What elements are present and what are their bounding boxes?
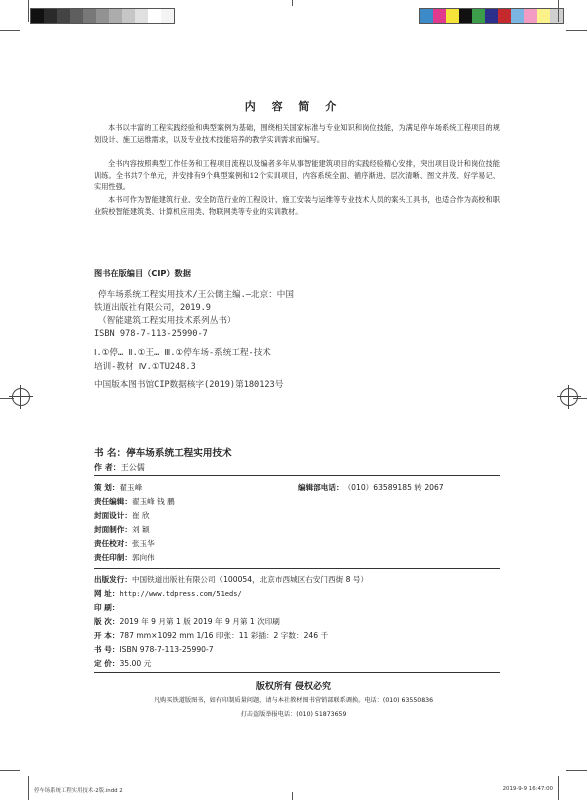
color-swatch <box>524 9 537 23</box>
publish-value: 中国铁道出版社有限公司（100054，北京市西城区右安门西街 8 号） <box>131 575 369 584</box>
color-swatch <box>135 9 148 23</box>
publish-label: 版 次： <box>94 617 120 626</box>
publish-value: 2019 年 9 月第 1 版 2019 年 9 月第 1 次印刷 <box>119 617 280 626</box>
color-bar-right <box>419 8 564 24</box>
editor-row <box>94 552 155 563</box>
publish-label: 印 刷： <box>94 603 120 612</box>
cip-line: Ⅰ.①停… Ⅱ.①王… Ⅲ.①停车场-系统工程-技术 <box>94 348 271 358</box>
cip-line: 中国版本图书馆CIP数据核字(2019)第180123号 <box>94 380 284 390</box>
editor-value: 翟玉峰 钱 鹏 <box>131 497 175 506</box>
publish-value: 35.00 元 <box>119 659 152 668</box>
editor-label: 封面制作： <box>94 525 132 534</box>
publish-value: ISBN 978-7-113-25990-7 <box>119 645 214 654</box>
publish-row <box>94 644 214 655</box>
footer-timestamp: 2019-9-9 16:47:00 <box>502 786 553 792</box>
color-swatch <box>537 9 550 23</box>
color-swatch <box>96 9 109 23</box>
crop-mark <box>558 776 559 800</box>
editor-label: 责任校对： <box>94 539 132 548</box>
book-name-row <box>94 445 232 459</box>
editor-label: 责任印制： <box>94 553 132 562</box>
book-name-value: 停车场系统工程实用技术 <box>126 448 232 459</box>
cip-heading: 图书在版编目（CIP）数据 <box>94 268 191 278</box>
book-name-label: 书 名： <box>94 448 127 459</box>
copyright-note: 凡购买铁道版图书，如有印制质量问题，请与本社教材图书营销部联系调换。电话：(010) 63550836 <box>153 697 434 704</box>
publish-label: 网 址： <box>94 589 120 598</box>
copyright-title: 版权所有 侵权必究 <box>255 682 332 692</box>
editor-value: 郭向伟 <box>131 553 155 562</box>
color-swatch <box>148 9 161 23</box>
cip-line: （智能建筑工程实用技术系列丛书） <box>98 316 236 326</box>
crop-mark <box>566 770 587 771</box>
editor-row <box>94 524 150 535</box>
author-label: 作 者： <box>94 463 121 472</box>
crop-mark <box>566 30 587 31</box>
intro-paragraph-3: 本书可作为智能建筑行业、安全防范行业的工程设计、施工安装与运维等专业技术人员的案头工具书，也适合作为高校和职业院校智能建筑类、计算机应用类、物联网类等专业的实训教材。 <box>94 195 500 216</box>
color-swatch <box>57 9 70 23</box>
editor-label: 封面设计： <box>94 511 132 520</box>
registration-mark-icon <box>12 388 30 406</box>
edit-phone-label: 编辑部电话： <box>298 483 344 492</box>
intro-paragraph-1: 本书以丰富的工程实践经验和典型案例为基础，围绕相关国家标准与专业知识和岗位技能，为满足停车场系统工程项目的规划设计、施工运维需求，以及专业技术技能培养的教学实训需求而编写。 <box>94 123 500 144</box>
edit-phone-value: （010）63589185 转 2067 <box>343 483 444 492</box>
crop-mark <box>292 792 293 800</box>
color-swatch <box>161 9 174 23</box>
cip-line: ISBN 978-7-113-25990-7 <box>94 329 208 339</box>
crop-mark <box>0 30 20 31</box>
publish-row <box>94 574 368 585</box>
publish-row <box>94 616 280 627</box>
color-swatch <box>472 9 485 23</box>
publish-row <box>94 588 242 599</box>
crop-mark <box>28 0 29 22</box>
editor-value: 刘 颖 <box>131 525 150 534</box>
color-bar-left <box>30 8 175 24</box>
publish-value: http://www.tdpress.com/51eds/ <box>119 590 242 598</box>
cip-line: 铁道出版社有限公司，2019.9 <box>94 303 211 313</box>
color-swatch <box>122 9 135 23</box>
editor-row <box>94 510 150 521</box>
editor-value: 崔 欣 <box>131 511 150 520</box>
piracy-hotline: 打击盗版举报电话：(010) 51873659 <box>240 711 347 718</box>
author-row <box>94 462 145 473</box>
editor-value: 翟玉峰 <box>119 483 143 492</box>
editor-label: 责任编辑： <box>94 497 132 506</box>
footer-filename: 停车场系统工程实用技术-2版.indd 2 <box>34 788 123 794</box>
divider <box>94 475 500 476</box>
editor-label: 策 划： <box>94 483 120 492</box>
publish-label: 书 号： <box>94 645 120 654</box>
color-swatch <box>498 9 511 23</box>
color-swatch <box>420 9 433 23</box>
color-swatch <box>70 9 83 23</box>
editor-row <box>94 538 155 549</box>
publish-label: 出版发行： <box>94 575 132 584</box>
crop-mark <box>0 770 20 771</box>
cip-line: 培训-教材 Ⅳ.①TU248.3 <box>94 362 196 372</box>
crop-mark <box>28 776 29 800</box>
publish-row <box>94 658 151 669</box>
registration-mark-icon <box>560 388 578 406</box>
edit-phone-row <box>298 482 444 493</box>
color-swatch <box>485 9 498 23</box>
color-swatch <box>433 9 446 23</box>
cip-line: 停车场系统工程实用技术/王公儒主编.—北京：中国 <box>98 290 294 300</box>
color-swatch <box>109 9 122 23</box>
editor-value: 张玉华 <box>131 539 155 548</box>
crop-mark <box>292 0 293 6</box>
editor-row <box>94 496 175 507</box>
author-value: 王公儒 <box>120 463 145 472</box>
publish-row <box>94 602 119 613</box>
intro-paragraph-2: 全书内容按照典型工作任务和工程项目流程以及编者多年从事智能建筑项目的实践经验精心安排，突出项目设计和岗位技能训练。全书共7个单元，并安排有9个典型案例和12个实训项目，内容系统全面、循序渐进、层次清晰、图文并茂、好学易记、实用性强。 <box>94 159 500 192</box>
color-swatch <box>511 9 524 23</box>
publish-label: 定 价： <box>94 659 120 668</box>
editor-row <box>94 482 142 493</box>
divider <box>94 672 500 673</box>
color-swatch <box>446 9 459 23</box>
publish-row <box>94 630 328 641</box>
color-swatch <box>44 9 57 23</box>
divider <box>94 568 500 569</box>
summary-title: 内 容 简 介 <box>244 100 343 113</box>
publish-label: 开 本： <box>94 631 120 640</box>
color-swatch <box>31 9 44 23</box>
publish-value: 787 mm×1092 mm 1/16 印张：11 彩插：2 字数：246 千 <box>119 631 329 640</box>
color-swatch <box>459 9 472 23</box>
crop-mark <box>558 0 559 22</box>
color-swatch <box>550 9 563 23</box>
color-swatch <box>83 9 96 23</box>
